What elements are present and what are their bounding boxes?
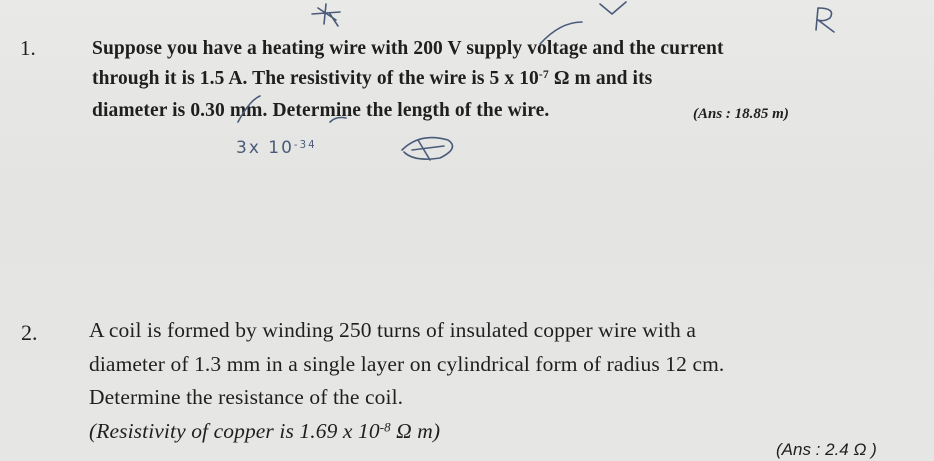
question-1-line-2-text-a: through it is 1.5 A. The resistivity of the wire is 5 x 10: [92, 68, 539, 89]
question-2-line-4: [89, 419, 440, 444]
question-2-number: 2.: [21, 320, 38, 345]
question-2-answer: (Ans : 2.4 Ω ): [776, 440, 877, 459]
question-2-line-3: Determine the resistance of the coil.: [89, 385, 404, 409]
question-2-line-2: diameter of 1.3 mm in a single layer on cylindrical form of radius 12 cm.: [89, 352, 725, 376]
handwritten-letter-r: [816, 8, 834, 32]
scribble-mark: [312, 4, 340, 26]
check-mark: [600, 2, 626, 14]
handwritten-note-text: 3x 10: [236, 138, 294, 158]
question-2-exponent: -8: [379, 420, 391, 435]
question-2-line-4-text-a: (Resistivity of copper is 1.69 x 10: [89, 419, 380, 443]
handwritten-note-exponent: -34: [293, 139, 317, 151]
handwritten-note: [236, 138, 317, 158]
circled-mark-cross: [412, 140, 444, 160]
question-1-line-3: diameter is 0.30 mm. Determine the length of the wire.: [92, 100, 550, 121]
question-1-line-1: Suppose you have a heating wire with 200 V supply voltage and the current: [92, 38, 724, 59]
question-2-line-4-text-b: Ω m): [390, 419, 441, 443]
question-1-answer: (Ans : 18.85 m): [693, 106, 789, 122]
question-1-exponent: -7: [538, 68, 549, 82]
question-1-number: 1.: [20, 36, 36, 60]
question-2-line-1: A coil is formed by winding 250 turns of insulated copper wire with a: [89, 318, 696, 342]
question-1-line-2: [92, 68, 652, 90]
circled-mark: [402, 138, 453, 160]
question-1-line-2-text-b: Ω m and its: [548, 68, 653, 89]
